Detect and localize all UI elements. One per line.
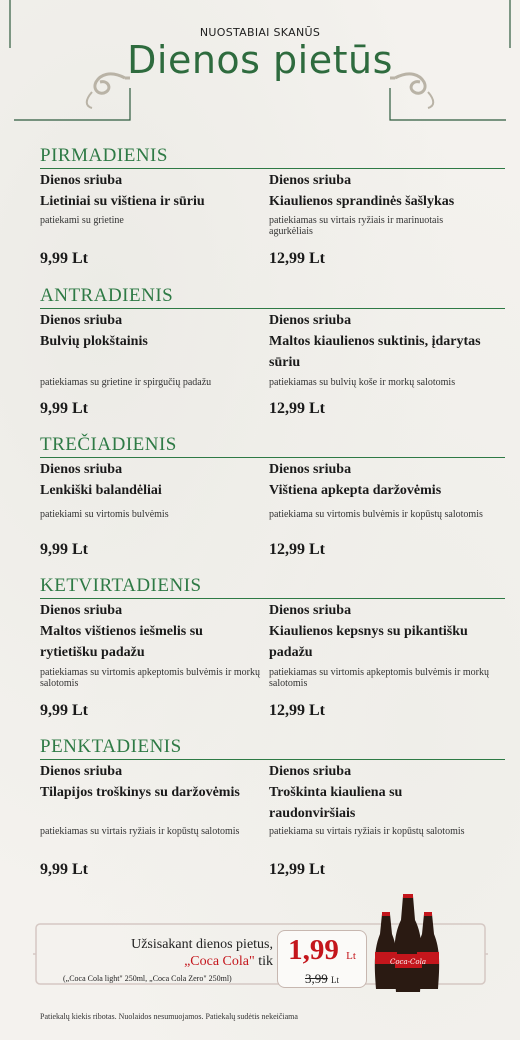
coca-cola-promo	[33, 914, 488, 992]
dish-name: Maltos kiaulienos suktinis, įdarytas sūriu	[269, 334, 481, 370]
dish-description: patiekiami su virtomis bulvėmis	[40, 509, 169, 520]
dish-price: 12,99 Lt	[269, 541, 325, 558]
dish-name: Vištiena apkepta daržovėmis	[269, 483, 442, 498]
menu-item-left	[40, 170, 260, 267]
day-name: TREČIADIENIS	[40, 434, 177, 455]
dish-description: patiekiamas su virtais ryžiais ir marinuotais agurkėliais	[269, 215, 444, 237]
dish-description: patiekiamas su grietine ir spirgučių padažu	[40, 377, 212, 388]
day-divider	[40, 598, 505, 599]
day-section-wednesday	[40, 434, 505, 574]
day-section-thursday	[40, 575, 505, 725]
day-name: PIRMADIENIS	[40, 145, 168, 166]
day-name: ANTRADIENIS	[40, 285, 174, 306]
dish-name: Maltos vištienos iešmelis su rytietišku padažu	[40, 624, 203, 660]
promo-old-currency: Lt	[331, 975, 339, 985]
dish-soup: Dienos sriuba	[269, 173, 352, 188]
dish-name: Bulvių plokštainis	[40, 334, 148, 349]
dish-soup: Dienos sriuba	[40, 313, 123, 328]
dish-price: 12,99 Lt	[269, 702, 325, 719]
day-divider	[40, 457, 505, 458]
day-divider	[40, 759, 505, 760]
promo-tik: tik	[258, 954, 273, 969]
day-section-monday	[40, 145, 505, 285]
dish-name: Kiaulienos kepsnys su pikantišku padažu	[269, 624, 468, 660]
dish-price: 9,99 Lt	[40, 541, 88, 558]
menu-header	[0, 0, 520, 135]
day-section-friday	[40, 736, 505, 886]
menu-item-left	[40, 310, 260, 417]
day-name: KETVIRTADIENIS	[40, 575, 202, 596]
dish-soup: Dienos sriuba	[40, 462, 123, 477]
dish-name: Tilapijos troškinys su daržovėmis	[40, 785, 240, 800]
bottle-label: Coca-Cola	[389, 958, 427, 966]
dish-price: 12,99 Lt	[269, 861, 325, 878]
promo-variants: („Coca Cola light" 250ml, „Coca Cola Zero" 250ml)	[63, 974, 232, 983]
day-divider	[40, 308, 505, 309]
dish-name: Lenkiški balandėliai	[40, 483, 162, 498]
dish-soup: Dienos sriuba	[269, 764, 352, 779]
coca-cola-bottles-image	[368, 894, 458, 994]
dish-price: 9,99 Lt	[40, 250, 88, 267]
promo-price: 1,99	[288, 934, 339, 966]
day-divider	[40, 168, 505, 169]
promo-price-badge	[277, 930, 367, 988]
dish-description: patiekiamas su bulvių koše ir morkų salotomis	[269, 377, 456, 388]
dish-soup: Dienos sriuba	[40, 173, 123, 188]
page-title: Dienos pietūs	[127, 38, 393, 82]
day-section-tuesday	[40, 285, 505, 430]
dish-name: Troškinta kiauliena su raudonviršiais	[269, 785, 403, 821]
footnote: Patiekalų kiekis ribotas. Nuolaidos nesumuojamos. Patiekalų sudėtis nekeičiama	[40, 1012, 298, 1021]
menu-item-left	[40, 761, 260, 878]
dish-description: patiekiama su virtais ryžiais ir kopūstų salotomis	[269, 826, 465, 837]
menu-item-left	[40, 600, 260, 719]
dish-price: 9,99 Lt	[40, 702, 88, 719]
menu-item-right	[269, 459, 489, 558]
dish-price: 9,99 Lt	[40, 400, 88, 417]
menu-item-right	[269, 600, 489, 719]
dish-soup: Dienos sriuba	[40, 603, 123, 618]
promo-line1: Užsisakant dienos pietus,	[131, 937, 273, 952]
dish-name: Kiaulienos sprandinės šašlykas	[269, 194, 455, 209]
dish-description: patiekiamas su virtais ryžiais ir kopūstų salotomis	[40, 826, 240, 837]
promo-text	[33, 936, 273, 970]
header-kicker: NUOSTABIAI SKANŪS	[199, 26, 321, 39]
dish-description: patiekami su grietine	[40, 215, 124, 226]
menu-item-right	[269, 170, 489, 267]
menu-item-right	[269, 761, 489, 878]
promo-brand: „Coca Cola"	[184, 954, 255, 969]
dish-name: Lietiniai su vištiena ir sūriu	[40, 194, 205, 209]
menu-item-right	[269, 310, 489, 417]
dish-description: patiekiama su virtomis bulvėmis ir kopūstų salotomis	[269, 509, 483, 520]
promo-old-price: 3,99	[305, 971, 328, 986]
dish-description: patiekiamas su virtomis apkeptomis bulvėmis ir morkų salotomis	[269, 667, 489, 689]
dish-description: patiekiamas su virtomis apkeptomis bulvėmis ir morkų salotomis	[40, 667, 260, 689]
dish-price: 9,99 Lt	[40, 861, 88, 878]
promo-currency: Lt	[346, 950, 356, 962]
dish-price: 12,99 Lt	[269, 400, 325, 417]
menu-item-left	[40, 459, 260, 558]
dish-soup: Dienos sriuba	[40, 764, 123, 779]
day-name: PENKTADIENIS	[40, 736, 182, 757]
dish-soup: Dienos sriuba	[269, 313, 352, 328]
dish-soup: Dienos sriuba	[269, 603, 352, 618]
dish-price: 12,99 Lt	[269, 250, 325, 267]
dish-soup: Dienos sriuba	[269, 462, 352, 477]
